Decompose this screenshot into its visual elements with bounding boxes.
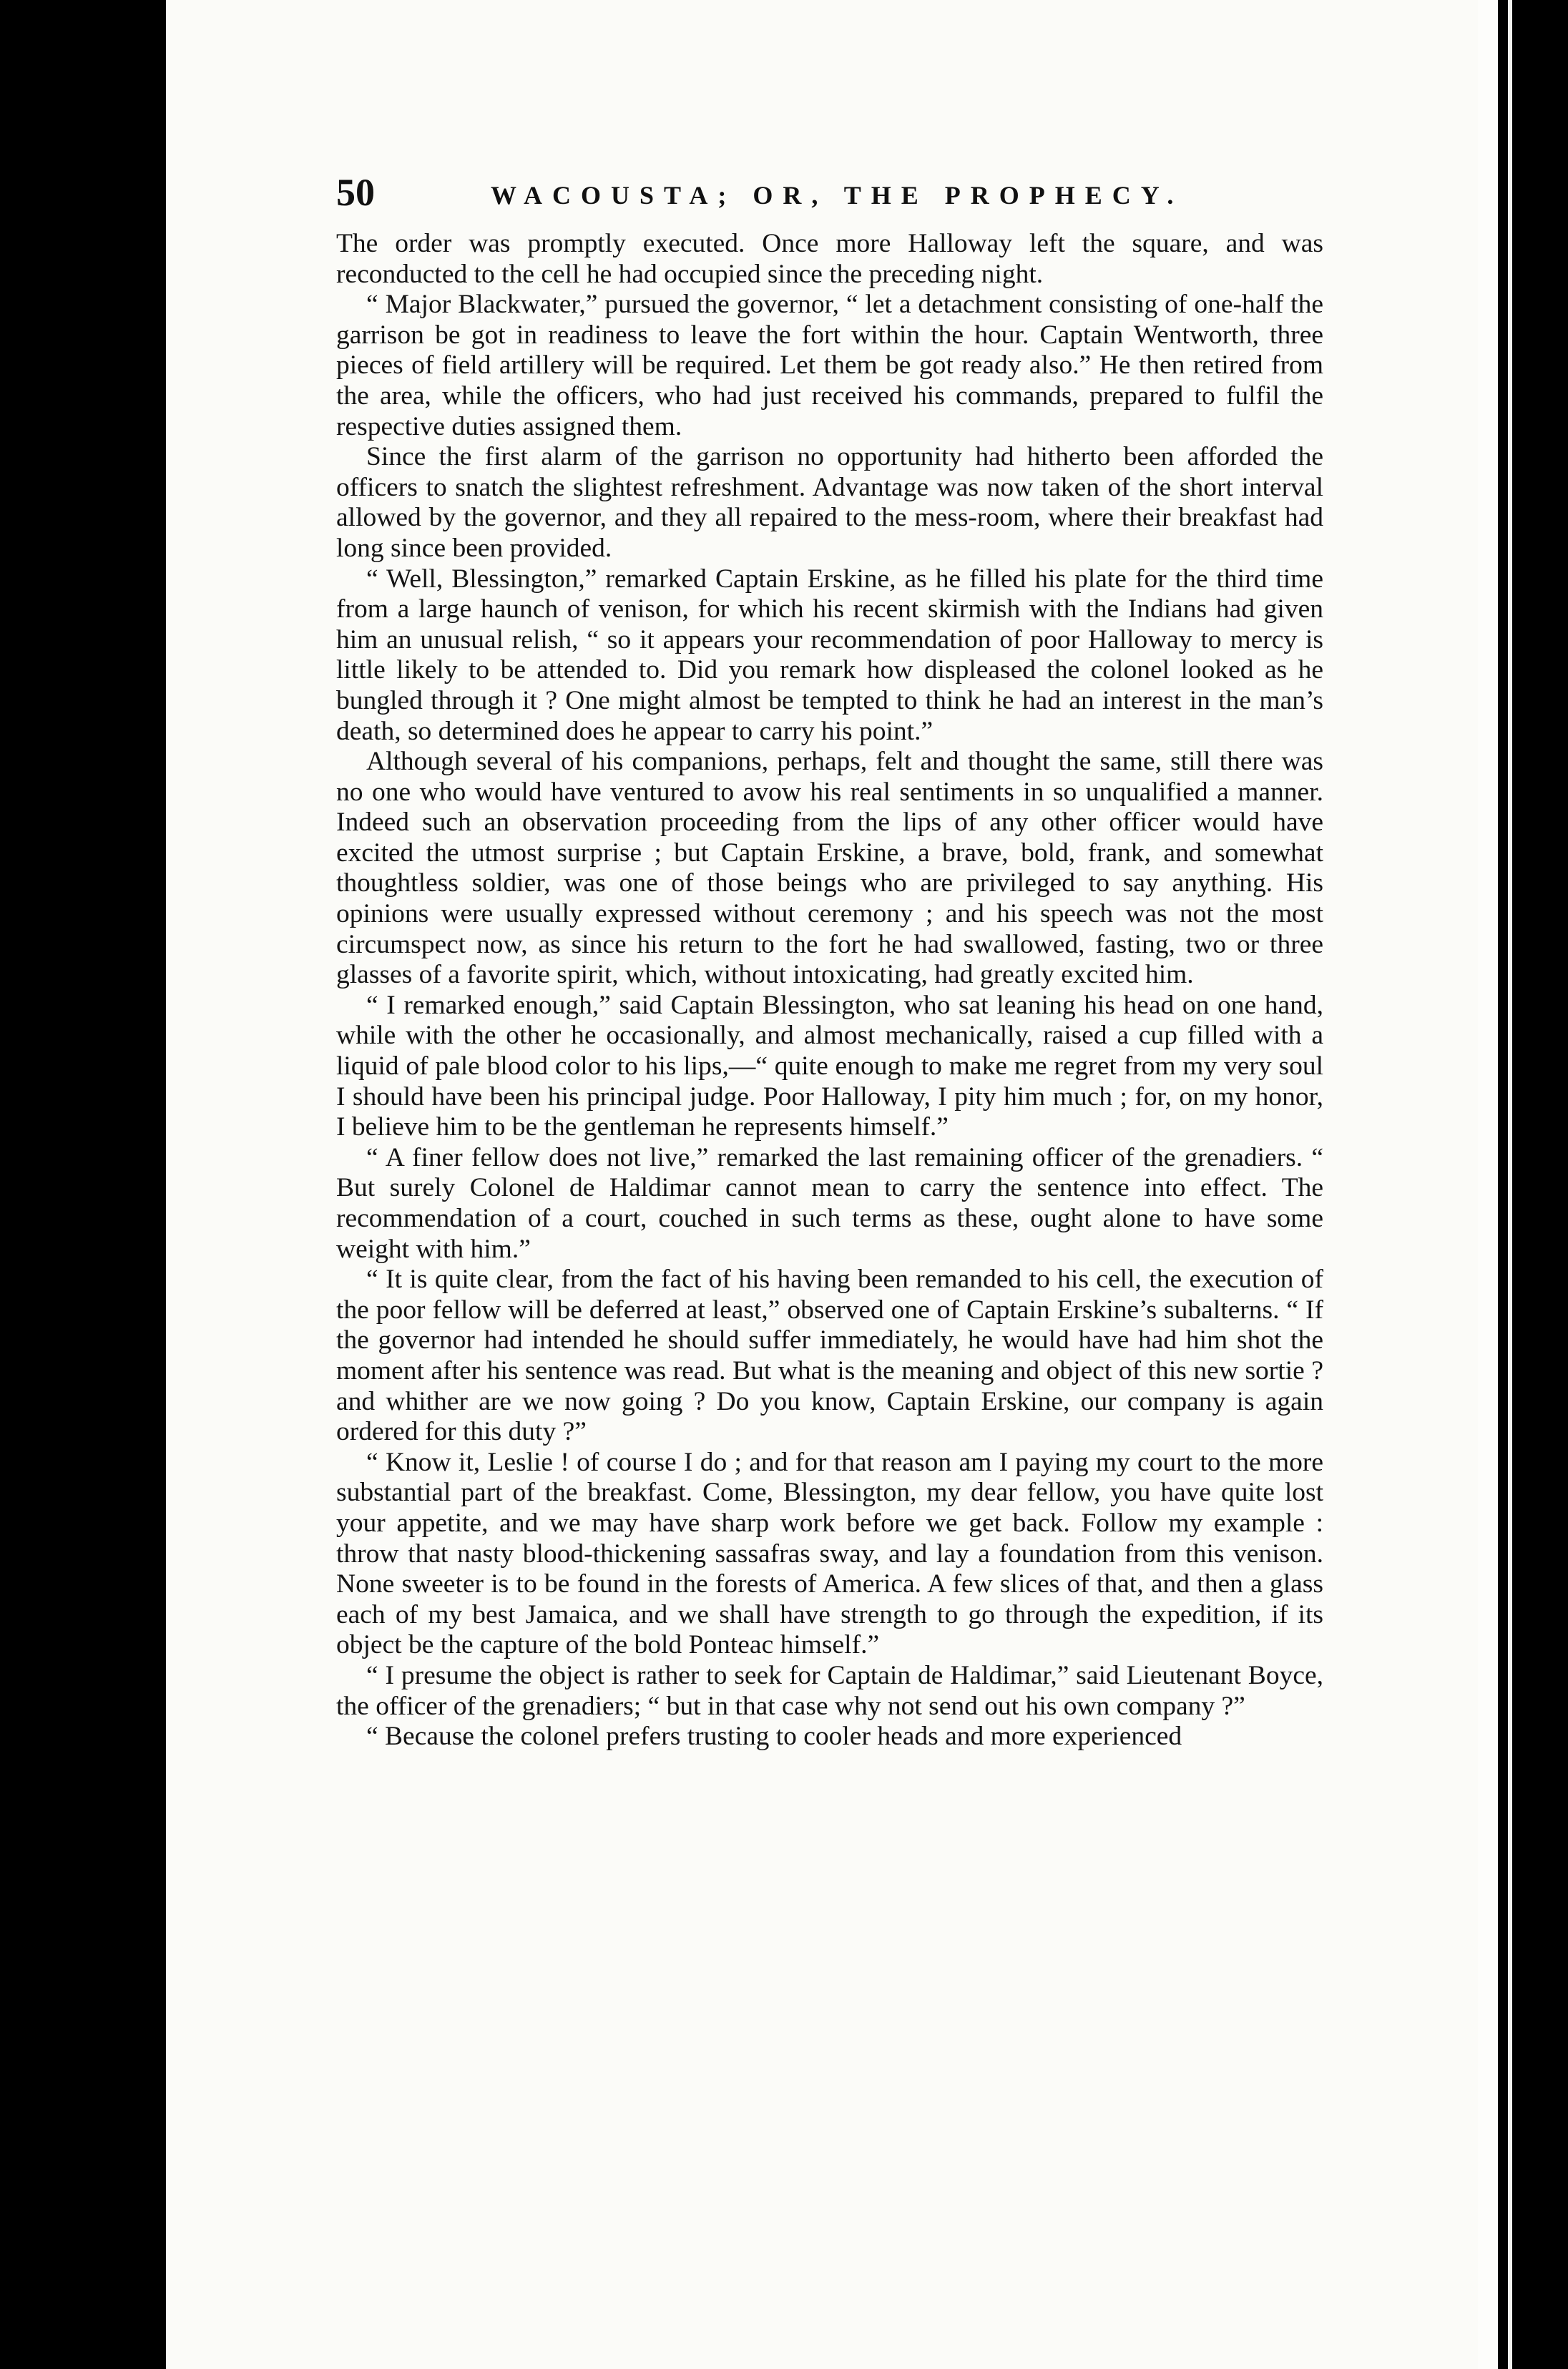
- paragraph: “ It is quite clear, from the fact of his having been remanded to his cell, the execution of the poor fellow will be deferred at least,” observed one of Captain Erskine’s subalterns. “ If the governor had intended he should suffer immediately, he would have had him shot the moment after his sentence was read. But what is the meaning and object of this new sortie ? and whither are we now going ? Do you know, Captain Erskine, our company is again ordered for this duty ?”: [336, 1265, 1323, 1447]
- paragraph: The order was promptly executed. Once more Halloway left the square, and was reconducted to the cell he had occupied since the preceding night.: [336, 229, 1323, 289]
- body-text: [336, 229, 1323, 1752]
- running-head: WACOUSTA; OR, THE PROPHECY.: [491, 181, 1184, 210]
- paragraph: “ Well, Blessington,” remarked Captain Erskine, as he filled his plate for the third time from a large haunch of venison, for which his recent skirmish with the Indians had given him an unusual relish, “ so it appears your recommendation of poor Halloway to mercy is little likely to be attended to. Did you remark how displeased the colonel looked as he bungled through it ? One might almost be tempted to think he had an interest in the man’s death, so determined does he appear to carry his point.”: [336, 564, 1323, 746]
- page-header: [336, 170, 1323, 220]
- page-number: 50: [336, 171, 375, 214]
- paragraph: “ Because the colonel prefers trusting to cooler heads and more experienced: [366, 1722, 1182, 1752]
- page-edge-strip: [1508, 0, 1512, 2369]
- next-page-edge: [1478, 0, 1498, 2369]
- paragraph: “ I presume the object is rather to seek for Captain de Haldimar,” said Lieutenant Boyce, the officer of the grenadiers; “ but in that case why not send out his own company ?”: [336, 1660, 1323, 1721]
- paragraph: “ Major Blackwater,” pursued the governor, “ let a detachment consisting of one-half the garrison be got in readiness to leave the fort within the hour. Captain Wentworth, three pieces of field artillery will be required. Let them be got ready also.” He then retired from the area, while the officers, who had just received his commands, prepared to fulfil the respective duties assigned them.: [336, 290, 1323, 441]
- paragraph: “ Know it, Leslie ! of course I do ; and for that reason am I paying my court to the more substantial part of the breakfast. Come, Blessington, my dear fellow, you have quite lost your appetite, and we may have sharp work before we get back. Follow my example : throw that nasty blood-thickening sassafras sway, and lay a foundation from this venison. None sweeter is to be found in the forests of America. A few slices of that, and then a glass each of my best Jamaica, and we shall have strength to go through the expedition, if its object be the capture of the bold Ponteac himself.”: [336, 1447, 1323, 1660]
- paragraph: Since the first alarm of the garrison no opportunity had hitherto been afforded the officers to snatch the slightest refreshment. Advantage was now taken of the short interval allowed by the governor, and they all repaired to the mess-room, where their breakfast had long since been provided.: [336, 442, 1323, 563]
- paragraph: “ A finer fellow does not live,” remarked the last remaining officer of the grenadiers. “ But surely Colonel de Haldimar cannot mean to carry the sentence into effect. The recommendation of a court, couched in such terms as these, ought alone to have some weight with him.”: [336, 1142, 1323, 1264]
- paragraph: “ I remarked enough,” said Captain Blessington, who sat leaning his head on one hand, while with the other he occasionally, and almost mechanically, raised a cup filled with a liquid of pale blood color to his lips,—“ quite enough to make me regret from my very soul I should have been his principal judge. Poor Halloway, I pity him much ; for, on my honor, I believe him to be the gentleman he represents himself.”: [336, 990, 1323, 1142]
- paragraph: Although several of his companions, perhaps, felt and thought the same, still there was no one who would have ventured to avow his real sentiments in so unqualified a manner. Indeed such an observation proceeding from the lips of any other officer would have excited the utmost surprise ; but Captain Erskine, a brave, bold, frank, and somewhat thoughtless soldier, was one of those beings who are privileged to say anything. His opinions were usually expressed without ceremony ; and his speech was not the most circumspect now, as since his return to the fort he had swallowed, fasting, two or three glasses of a favorite spirit, which, without intoxicating, had greatly excited him.: [336, 747, 1323, 990]
